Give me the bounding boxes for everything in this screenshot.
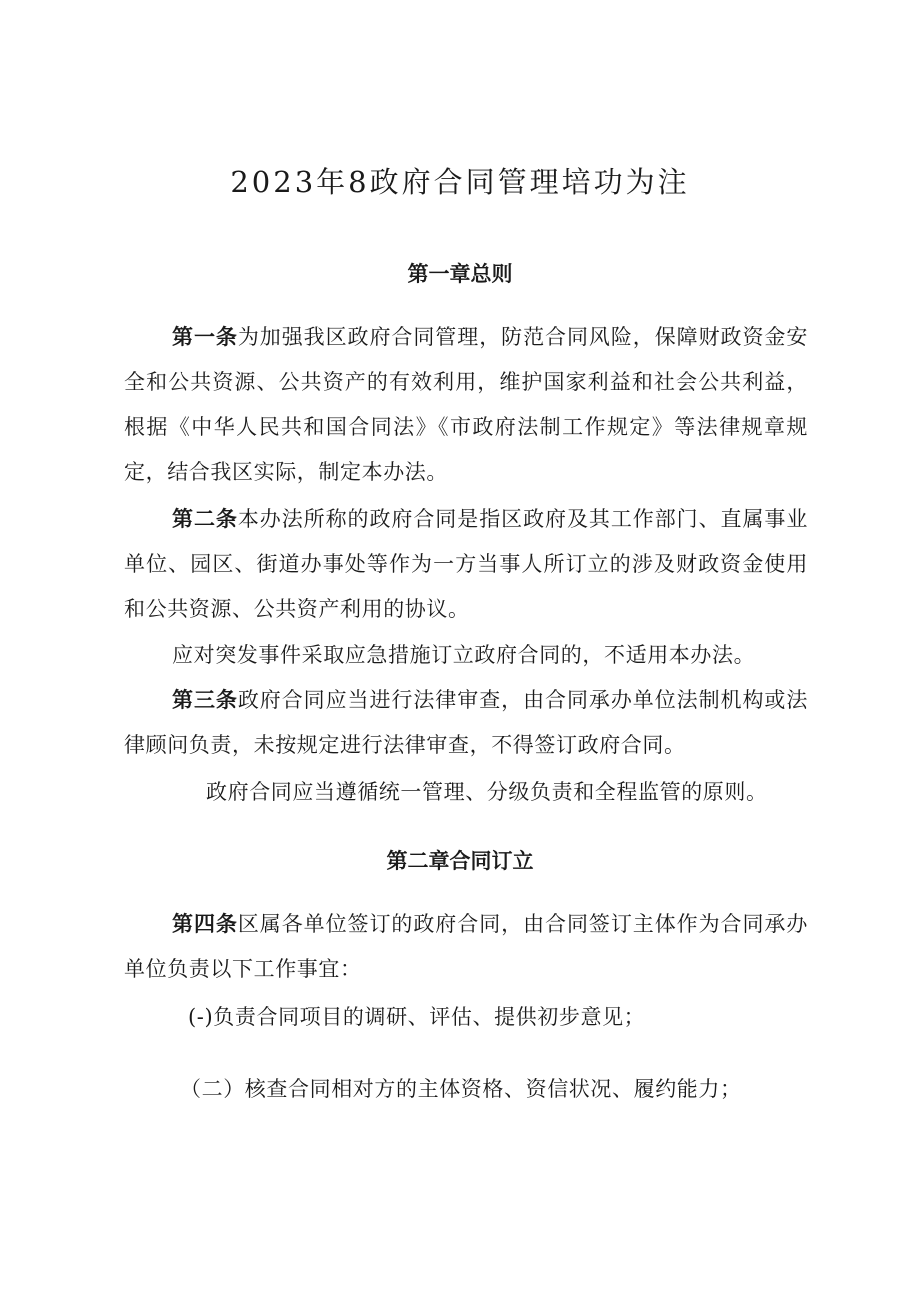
article-text: 本办法所称的政府合同是指区政府及其工作部门、直属事业单位、园区、街道办事处等作为一方当事人所订立的涉及财政资金使用和公共资源、公共资产利用的协议。 bbox=[124, 507, 808, 621]
article-text: 区属各单位签订的政府合同，由合同签订主体作为合同承办单位负责以下工作事宜： bbox=[124, 912, 808, 981]
list-item-1: (-)负责合同项目的调研、评估、提供初步意见； bbox=[188, 1005, 646, 1029]
article-2-note bbox=[124, 633, 808, 678]
article-label: 第一条 bbox=[172, 325, 238, 349]
article-3-note bbox=[206, 770, 846, 815]
article-3 bbox=[124, 678, 808, 768]
article-1 bbox=[124, 315, 808, 495]
list-item-2: （二）核查合同相对方的主体资格、资信状况、履约能力； bbox=[180, 1077, 742, 1101]
article-text: 应对突发事件采取应急措施订立政府合同的，不适用本办法。 bbox=[172, 643, 756, 667]
article-2 bbox=[124, 497, 808, 632]
document-title: 2023年8政府合同管理培功为注 bbox=[230, 165, 690, 199]
article-text: 为加强我区政府合同管理，防范合同风险，保障财政资金安全和公共资源、公共资产的有效利用，维护国家利益和社会公共利益，根据《中华人民共和国合同法》《市政府法制工作规定》等法律规章规定，结合我区实际，制定本办法。 bbox=[124, 325, 808, 484]
chapter-heading-2: 第二章合同订立 bbox=[386, 849, 534, 873]
article-label: 第二条 bbox=[172, 507, 238, 531]
article-text: 政府合同应当遵循统一管理、分级负责和全程监管的原则。 bbox=[206, 780, 768, 804]
article-label: 第三条 bbox=[172, 688, 238, 712]
chapter-heading-1: 第一章总则 bbox=[407, 262, 513, 286]
article-4 bbox=[124, 902, 808, 992]
article-text: 政府合同应当进行法律审查，由合同承办单位法制机构或法律顾问负责，未按规定进行法律审查，不得签订政府合同。 bbox=[124, 688, 808, 757]
article-label: 第四条 bbox=[172, 912, 238, 936]
